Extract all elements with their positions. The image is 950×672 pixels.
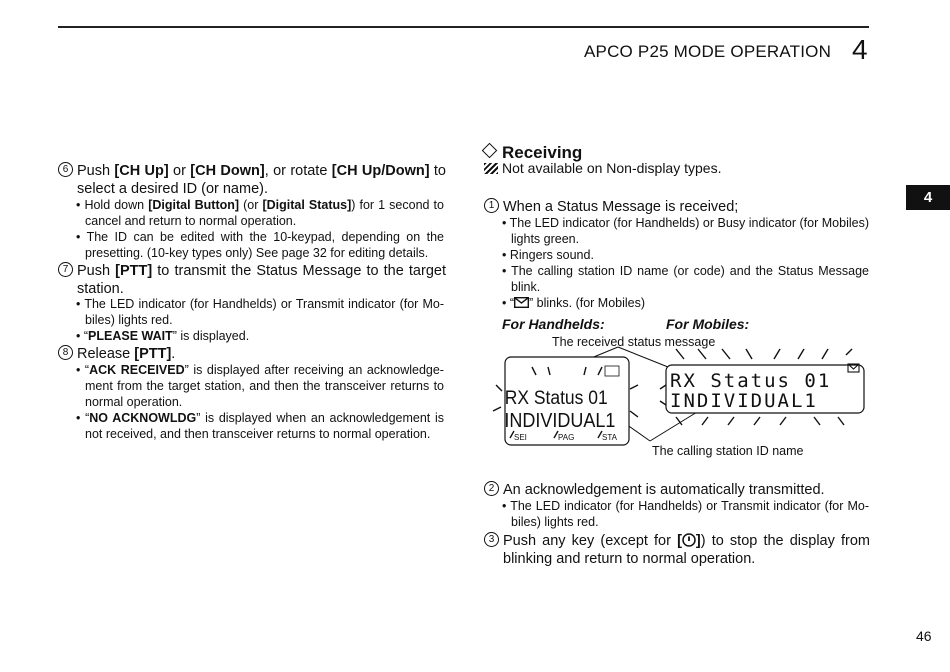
hatch-icon (484, 163, 498, 174)
step-8-bullet-1: • “ACK RECEIVED” is displayed after receiving an acknowledge- ment from the target station, and then the transceiver returns to normal operation. (76, 363, 444, 409)
step-2-text: An acknowledgement is automatically transmitted. (503, 482, 825, 498)
step-number: 3 (484, 532, 499, 547)
step-3 (484, 532, 870, 568)
step-6-bullet-2: • The ID can be edited with the 10-keypad, depending on the presetting. (10-key types only) See page 32 for editing details. (76, 230, 445, 260)
step-6-text: Push [CH Up] or [CH Down], or rotate [CH Up/Down] to select a desired ID (or name). (77, 163, 446, 197)
step-1-bullet-2: • Ringers sound. (502, 248, 594, 262)
envelope-icon (514, 297, 529, 308)
step-number: 2 (484, 481, 499, 496)
step-8-text: Release [PTT]. (77, 346, 176, 362)
step-7-bullet-1: • The LED indicator (for Handhelds) or Transmit indicator (for Mo- biles) lights red. (76, 297, 445, 327)
section-heading: Receiving (484, 143, 582, 163)
handheld-lcd-line1: RX Status 01 (504, 386, 608, 409)
handhelds-label: For Handhelds: (502, 316, 605, 332)
page-number: 46 (916, 628, 932, 644)
received-message-callout: The received status message (552, 335, 716, 349)
handheld-lcd-line2: INDIVIDUAL1 (504, 410, 616, 433)
lcd-diagram (490, 345, 870, 450)
mobiles-label: For Mobiles: (666, 316, 750, 332)
chapter-number: 4 (852, 34, 868, 65)
step-8 (58, 345, 446, 363)
step-2-bullet-1: • The LED indicator (for Handhelds) or Transmit indicator (for Mo- biles) lights red. (502, 499, 869, 529)
step-6 (58, 162, 446, 198)
handheld-indicator-sei: SEI (514, 433, 527, 442)
power-icon (682, 533, 696, 547)
chapter-title: APCO P25 MODE OPERATION (584, 42, 832, 61)
step-7-bullet-2: • “PLEASE WAIT” is displayed. (76, 329, 250, 343)
mobile-lcd-line1: RX Status 01 (670, 370, 832, 392)
step-7-text: Push [PTT] to transmit the Status Message to the target station. (77, 263, 446, 297)
step-2 (484, 481, 870, 499)
step-1-bullet-1: • The LED indicator (for Handhelds) or Busy indicator (for Mobiles) lights green. (502, 216, 869, 246)
step-8-bullet-2: • “NO ACKNOWLDG” is displayed when an acknowledgement is not received, and then transceiver returns to normal operation. (76, 411, 444, 441)
chapter-side-tab: 4 (906, 185, 950, 210)
step-number: 1 (484, 198, 499, 213)
step-3-text: Push any key (except for [ ]) to stop the display from blinking and return to normal operation. (503, 533, 870, 567)
availability-note: Not available on Non-display types. (484, 160, 721, 176)
handheld-indicator-pag: PAG (558, 433, 575, 442)
leader-line-calling-mobile (650, 409, 702, 441)
handheld-indicator-sta: STA (602, 433, 617, 442)
step-1-bullet-3: • The calling station ID name (or code) and the Status Message blink. (502, 264, 869, 294)
top-rule (58, 26, 869, 28)
step-number: 7 (58, 262, 73, 277)
step-number: 6 (58, 162, 73, 177)
step-1-bullet-4: • “ ” blinks. (for Mobiles) (502, 296, 646, 310)
mobile-lcd-line2: INDIVIDUAL1 (670, 390, 818, 412)
calling-id-callout: The calling station ID name (652, 444, 804, 458)
step-number: 8 (58, 345, 73, 360)
step-1 (484, 198, 870, 216)
diamond-icon (482, 143, 498, 159)
step-7 (58, 262, 446, 298)
step-6-bullet-1: • Hold down [Digital Button] (or [Digital Status]) for 1 second to cancel and return to normal operation. (76, 198, 444, 228)
step-1-text: When a Status Message is received; (503, 199, 739, 215)
